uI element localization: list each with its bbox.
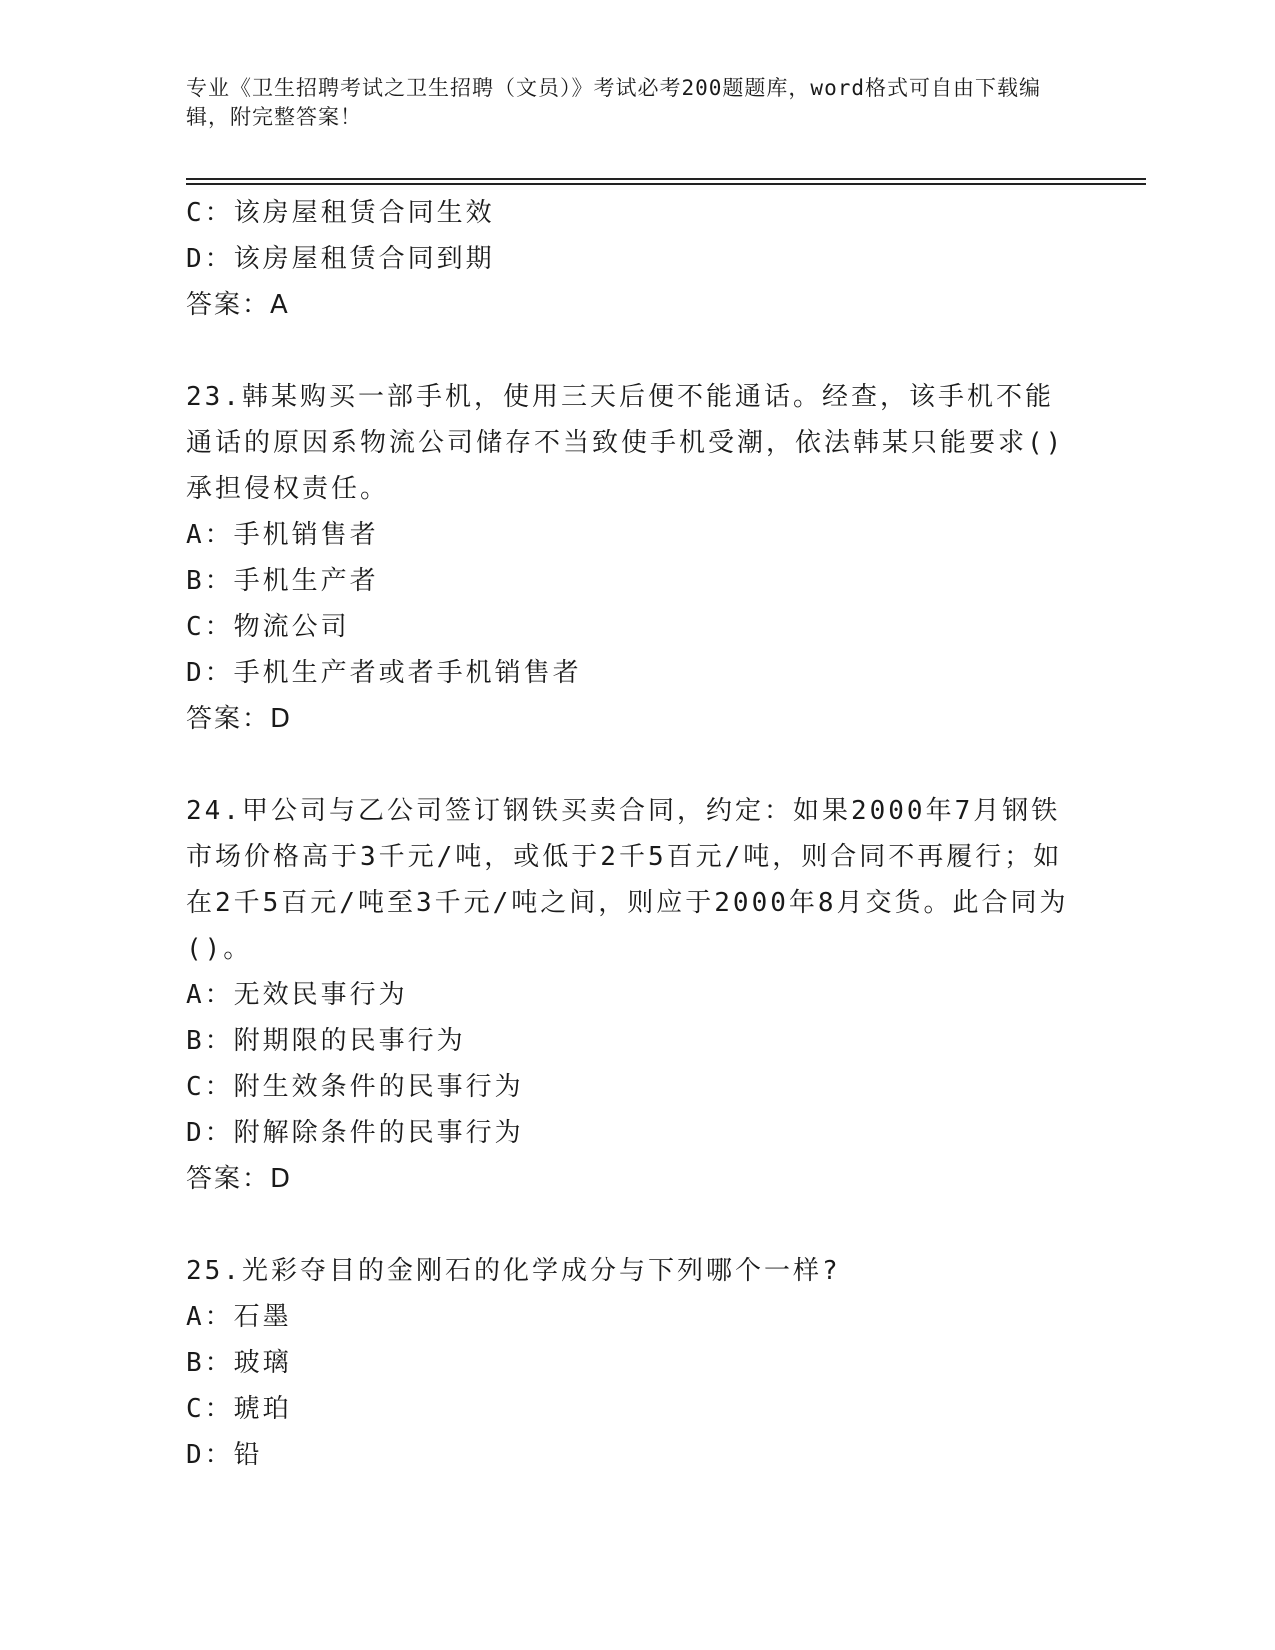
question-stem: 23.韩某购买一部手机，使用三天后便不能通话。经查，该手机不能通话的原因系物流公司储存不当致使手机受潮，依法韩某只能要求()承担侵权责任。: [186, 382, 1065, 504]
option-a: A：手机销售者: [186, 520, 379, 550]
option-a: A：无效民事行为: [186, 980, 408, 1010]
question-25: [186, 1248, 1076, 1478]
option-a: A：石墨: [186, 1302, 292, 1332]
option-b: B：玻璃: [186, 1348, 292, 1378]
question-list: [186, 190, 1076, 1478]
option-b: B：附期限的民事行为: [186, 1026, 466, 1056]
option-d: D：该房屋租赁合同到期: [186, 244, 495, 274]
header-rule-bottom: [186, 183, 1146, 185]
question-stem: 25.光彩夺目的金刚石的化学成分与下列哪个一样?: [186, 1256, 841, 1286]
option-c: C：该房屋租赁合同生效: [186, 198, 495, 228]
question-22-tail: [186, 190, 1076, 328]
answer: 答案：D: [186, 704, 293, 734]
spacer: [186, 742, 1076, 788]
answer: 答案：D: [186, 1164, 293, 1194]
question-23: [186, 374, 1076, 742]
option-b: B：手机生产者: [186, 566, 379, 596]
header-text: 专业《卫生招聘考试之卫生招聘（文员）》考试必考200题题库，word格式可自由下载编辑，附完整答案！: [186, 76, 1041, 129]
header-rule-top: [186, 178, 1146, 180]
question-stem: 24.甲公司与乙公司签订钢铁买卖合同，约定：如果2000年7月钢铁市场价格高于3千元/吨，或低于2千5百元/吨，则合同不再履行；如在2千5百元/吨至3千元/吨之间，则应于2000年8月交货。此合同为()。: [186, 796, 1069, 964]
option-c: C：附生效条件的民事行为: [186, 1072, 524, 1102]
question-24: [186, 788, 1076, 1202]
option-d: D：手机生产者或者手机销售者: [186, 658, 582, 688]
answer: 答案：A: [186, 290, 290, 320]
spacer: [186, 1202, 1076, 1248]
option-c: C：物流公司: [186, 612, 350, 642]
document-header: [186, 74, 1066, 132]
option-c: C：琥珀: [186, 1394, 292, 1424]
option-d: D：铅: [186, 1440, 263, 1470]
spacer: [186, 328, 1076, 374]
option-d: D：附解除条件的民事行为: [186, 1118, 524, 1148]
